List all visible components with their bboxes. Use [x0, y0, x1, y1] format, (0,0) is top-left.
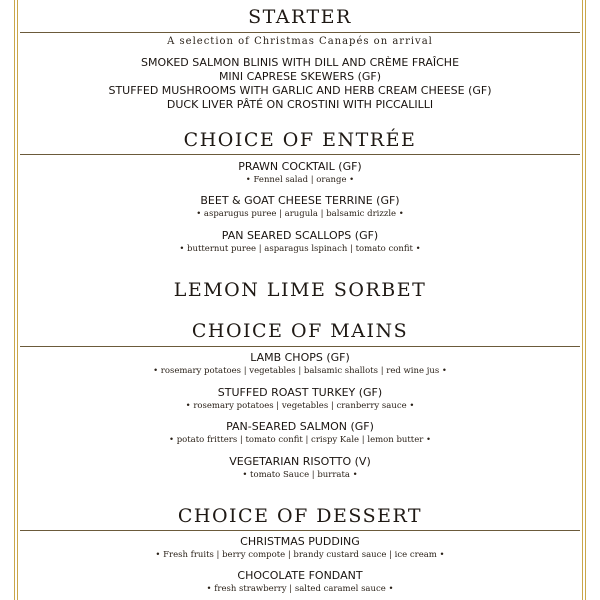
- entree-divider: [20, 154, 580, 155]
- page-frame-right-inner: [582, 0, 583, 600]
- starter-title: STARTER: [248, 6, 352, 28]
- starter-divider: [20, 32, 580, 33]
- mains-divider: [20, 346, 580, 347]
- entree-item-desc: • Fennel salad | orange •: [245, 175, 355, 185]
- starter-item: SMOKED SALMON BLINIS WITH DILL AND CRÈME FRAÎCHE: [140, 56, 460, 69]
- mains-item-name: PAN-SEARED SALMON (GF): [226, 420, 374, 433]
- starter-subtitle: A selection of Christmas Canapés on arrival: [167, 36, 433, 47]
- starter-item: MINI CAPRESE SKEWERS (GF): [218, 70, 382, 83]
- starter-item: DUCK LIVER PÂTÉ ON CROSTINI WITH PICCALILLI: [166, 98, 434, 111]
- page-frame-left-inner: [17, 0, 18, 600]
- dessert-item-desc: • Fresh fruits | berry compote | brandy custard sauce | ice cream •: [155, 550, 445, 560]
- mains-item-desc: • tomato Sauce | burrata •: [242, 470, 358, 480]
- dessert-divider: [20, 530, 580, 531]
- mains-title: CHOICE OF MAINS: [191, 320, 409, 342]
- dessert-title: CHOICE OF DESSERT: [177, 505, 423, 527]
- entree-item-name: PRAWN COCKTAIL (GF): [238, 160, 362, 173]
- entree-item-desc: • butternut puree | asparagus lspinach | tomato confit •: [179, 244, 421, 254]
- entree-item-desc: • asparugus puree | arugula | balsamic drizzle •: [196, 209, 404, 219]
- mains-item-desc: • potato fritters | tomato confit | crispy Kale | lemon butter •: [168, 435, 432, 445]
- page-frame-left-outer: [14, 0, 15, 600]
- dessert-item-name: CHOCOLATE FONDANT: [237, 569, 363, 582]
- entree-title: CHOICE OF ENTRÉE: [183, 129, 417, 151]
- dessert-item-name: CHRISTMAS PUDDING: [240, 535, 360, 548]
- entree-item-name: BEET & GOAT CHEESE TERRINE (GF): [200, 194, 400, 207]
- mains-item-name: VEGETARIAN RISOTTO (V): [229, 455, 371, 468]
- sorbet-title: LEMON LIME SORBET: [173, 279, 427, 301]
- entree-item-name: PAN SEARED SCALLOPS (GF): [221, 229, 379, 242]
- mains-item-name: STUFFED ROAST TURKEY (GF): [217, 386, 383, 399]
- mains-item-desc: • rosemary potatoes | vegetables | cranberry sauce •: [185, 401, 415, 411]
- mains-item-desc: • rosemary potatoes | vegetables | balsamic shallots | red wine jus •: [153, 366, 447, 376]
- dessert-item-desc: • fresh strawberry | salted caramel sauce •: [206, 584, 394, 594]
- mains-item-name: LAMB CHOPS (GF): [250, 351, 350, 364]
- starter-item: STUFFED MUSHROOMS WITH GARLIC AND HERB CREAM CHEESE (GF): [108, 84, 492, 97]
- page-frame-right-outer: [585, 0, 586, 600]
